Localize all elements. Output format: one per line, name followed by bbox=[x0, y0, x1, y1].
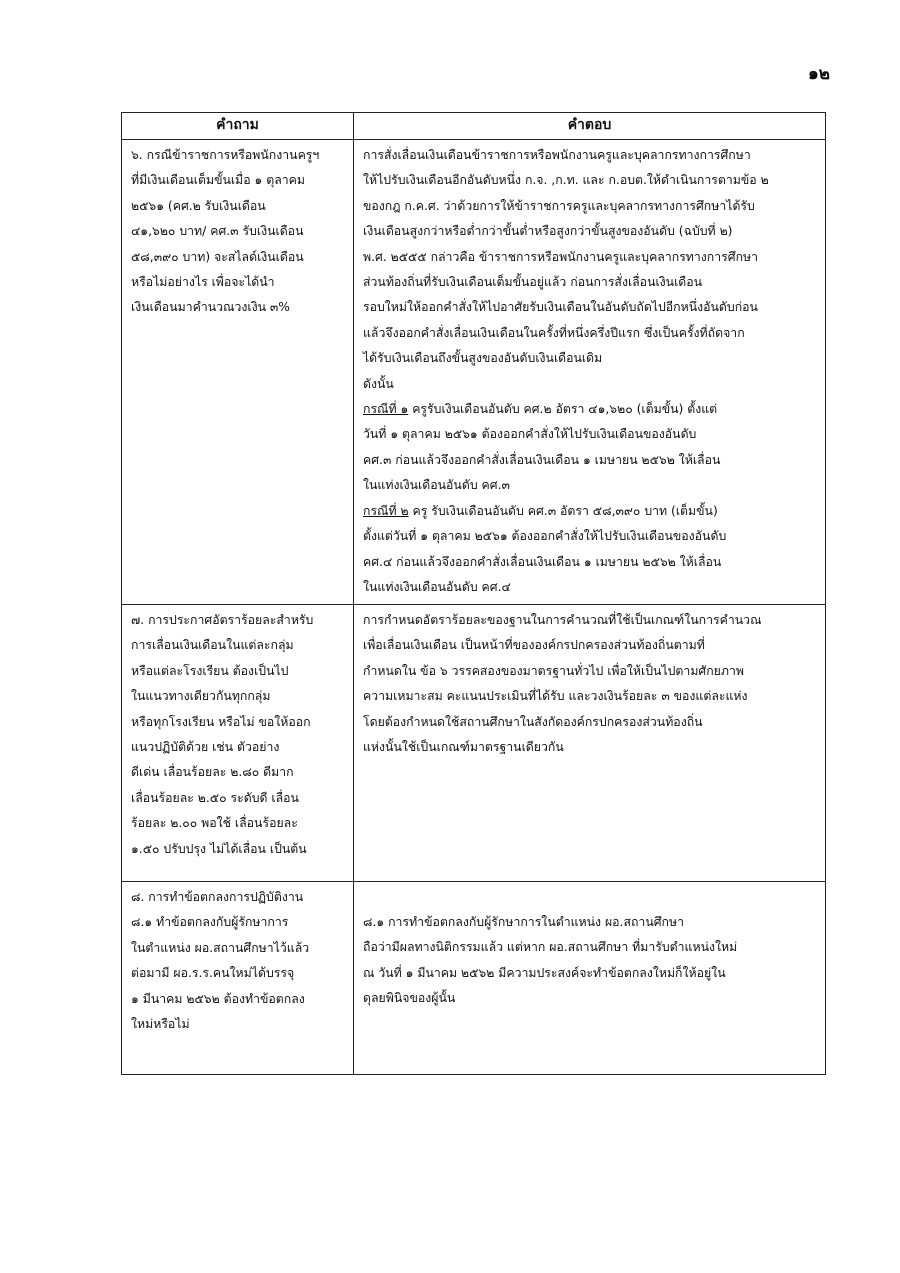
text-line: หรือไม่อย่างไร เพื่อจะได้นำ bbox=[131, 275, 275, 290]
question-cell bbox=[122, 140, 354, 605]
text-line: ๗. การประกาศอัตราร้อยละสำหรับ bbox=[131, 613, 314, 627]
header-question: คำถาม bbox=[122, 113, 354, 140]
text-line: วันที่ ๑ ตุลาคม ๒๕๖๑ ต้องออกคำสั่งให้ไปรับเงินเดือนของอันดับ bbox=[363, 427, 697, 442]
text-line: หรือแต่ละโรงเรียน ต้องเป็นไป bbox=[131, 663, 289, 678]
text-line: ของกฎ ก.ค.ศ. ว่าด้วยการให้ข้าราชการครูและบุคลากรทางการศึกษาได้รับ bbox=[363, 198, 755, 213]
text-line: ที่มีเงินเดือนเต็มขั้นเมื่อ ๑ ตุลาคม bbox=[131, 173, 305, 188]
text-line: ถือว่ามีผลทางนิติกรรมแล้ว แต่หาก ผอ.สถานศึกษา ที่มารับตำแหน่งใหม่ bbox=[363, 940, 738, 955]
text-line: ดีเด่น เลื่อนร้อยละ ๒.๘๐ ดีมาก bbox=[131, 765, 294, 780]
page-number: ๑๒ bbox=[808, 64, 830, 84]
text-line: กำหนดใน ข้อ ๖ วรรคสองของมาตรฐานทั่วไป เพื่อให้เป็นไปตามศักยภาพ bbox=[363, 663, 744, 678]
spacer bbox=[363, 885, 819, 910]
text-line: ในแนวทางเดียวกันทุกกลุ่ม bbox=[131, 689, 271, 704]
text-line: ดุลยพินิจของผู้นั้น bbox=[363, 991, 456, 1006]
answer-cell bbox=[354, 140, 826, 605]
answer-cell bbox=[354, 882, 826, 1075]
case-2-label: กรณีที่ ๒ bbox=[363, 503, 409, 518]
text-line: ความเหมาะสม คะแนนประเมินที่ได้รับ และวงเงินร้อยละ ๓ ของแต่ละแห่ง bbox=[363, 689, 748, 704]
text-line: ๘. การทำข้อตกลงการปฏิบัติงาน bbox=[131, 890, 304, 904]
text-line: การสั่งเลื่อนเงินเดือนข้าราชการหรือพนักงานครูและบุคลากรทางการศึกษา bbox=[363, 148, 751, 162]
text-line: ในแท่งเงินเดือนอันดับ คศ.๓ bbox=[363, 478, 510, 493]
text-line: ในแท่งเงินเดือนอันดับ คศ.๔ bbox=[363, 579, 511, 594]
case-1-line bbox=[363, 397, 819, 422]
text-line: ๘.๑ ทำข้อตกลงกับผู้รักษาการ bbox=[131, 915, 289, 930]
text-line: ๒๕๖๑ (คศ.๒ รับเงินเดือน bbox=[131, 198, 266, 213]
text-line: แห่งนั้นใช้เป็นเกณฑ์มาตรฐานเดียวกัน bbox=[363, 740, 564, 755]
text-line: แนวปฏิบัติด้วย เช่น ตัวอย่าง bbox=[131, 740, 280, 755]
table-row bbox=[122, 605, 826, 882]
case-1-text: ครูรับเงินเดือนอันดับ คศ.๒ อัตรา ๔๑,๖๒๐ (เต็มขั้น) ตั้งแต่ bbox=[412, 402, 718, 417]
text-line: โดยต้องกำหนดใช้สถานศึกษาในสังกัดองค์กรปกครองส่วนท้องถิ่น bbox=[363, 714, 703, 729]
text-line: ต่อมามี ผอ.ร.ร.คนใหม่ได้บรรจุ bbox=[131, 966, 295, 981]
table-row bbox=[122, 140, 826, 605]
text-line: หรือทุกโรงเรียน หรือไม่ ขอให้ออก bbox=[131, 714, 311, 729]
text-line: คศ.๔ ก่อนแล้วจึงออกคำสั่งเลื่อนเงินเดือน ๑ เมษายน ๒๕๖๒ ให้เลื่อน bbox=[363, 554, 722, 569]
text-line: ณ วันที่ ๑ มีนาคม ๒๕๖๒ มีความประสงค์จะทำข้อตกลงใหม่ก็ให้อยู่ใน bbox=[363, 965, 726, 980]
question-cell bbox=[122, 882, 354, 1075]
text-line: ๘.๑ การทำข้อตกลงกับผู้รักษาการในตำแหน่ง ผอ.สถานศึกษา bbox=[363, 915, 684, 929]
case-1-label: กรณีที่ ๑ bbox=[363, 402, 409, 417]
text-line: เพื่อเลื่อนเงินเดือน เป็นหน้าที่ขององค์กรปกครองส่วนท้องถิ่นตามที่ bbox=[363, 638, 705, 653]
text-line: ๕๘,๓๙๐ บาท) จะสไลด์เงินเดือน bbox=[131, 249, 304, 264]
text-line: รอบใหม่ให้ออกคำสั่งให้ไปอาศัยรับเงินเดือนในอันดับถัดไปอีกหนึ่งอันดับก่อน bbox=[363, 300, 758, 315]
text-line: แล้วจึงออกคำสั่งเลื่อนเงินเดือนในครั้งที่หนึ่งครึ่งปีแรก ซึ่งเป็นครั้งที่ถัดจาก bbox=[363, 325, 745, 340]
text-line: ดังนั้น bbox=[363, 376, 394, 391]
text-line: ส่วนท้องถิ่นที่รับเงินเดือนเต็มขั้นอยู่แล้ว ก่อนการสั่งเลื่อนเงินเดือน bbox=[363, 275, 703, 290]
text-line: ในตำแหน่ง ผอ.สถานศึกษาไว้แล้ว bbox=[131, 940, 310, 955]
text-line: ได้รับเงินเดือนถึงขั้นสูงของอันดับเงินเดือนเดิม bbox=[363, 351, 603, 366]
text-line: เลื่อนร้อยละ ๒.๕๐ ระดับดี เลื่อน bbox=[131, 790, 299, 805]
text-line: ๑ มีนาคม ๒๕๖๒ ต้องทำข้อตกลง bbox=[131, 991, 305, 1006]
text-line: เงินเดือนสูงกว่าหรือต่ำกว่าขั้นต่ำหรือสูงกว่าขั้นสูงของอันดับ (ฉบับที่ ๒) bbox=[363, 224, 733, 239]
text-line: ร้อยละ ๒.๐๐ พอใช้ เลื่อนร้อยละ bbox=[131, 816, 298, 831]
text-line: การกำหนดอัตราร้อยละของฐานในการคำนวณที่ใช้เป็นเกณฑ์ในการคำนวณ bbox=[363, 613, 762, 627]
case-2-text: ครู รับเงินเดือนอันดับ คศ.๓ อัตรา ๕๘,๓๙๐ บาท (เต็มขั้น) bbox=[412, 503, 718, 518]
question-cell bbox=[122, 605, 354, 882]
text-line: เงินเดือนมาคำนวณวงเงิน ๓% bbox=[131, 300, 290, 315]
text-line: คศ.๓ ก่อนแล้วจึงออกคำสั่งเลื่อนเงินเดือน ๑ เมษายน ๒๕๖๒ ให้เลื่อน bbox=[363, 452, 721, 467]
text-line: พ.ศ. ๒๕๕๕ กล่าวคือ ข้าราชการหรือพนักงานครูและบุคลากรทางการศึกษา bbox=[363, 249, 759, 264]
text-line: การเลื่อนเงินเดือนในแต่ละกลุ่ม bbox=[131, 638, 294, 653]
text-line: ๔๑,๖๒๐ บาท/ คศ.๓ รับเงินเดือน bbox=[131, 224, 304, 239]
header-answer: คำตอบ bbox=[354, 113, 826, 140]
table-header-row bbox=[122, 113, 826, 140]
text-line: ตั้งแต่วันที่ ๑ ตุลาคม ๒๕๖๑ ต้องออกคำสั่งให้ไปรับเงินเดือนของอันดับ bbox=[363, 529, 727, 544]
text-line: ใหม่หรือไม่ bbox=[131, 1017, 190, 1032]
text-line: ๑.๕๐ ปรับปรุง ไม่ได้เลื่อน เป็นต้น bbox=[131, 841, 307, 856]
text-line: ๖. กรณีข้าราชการหรือพนักงานครูฯ bbox=[131, 148, 320, 162]
text-line: ให้ไปรับเงินเดือนอีกอันดับหนึ่ง ก.จ. ,ก.ท. และ ก.อบต.ให้ดำเนินการตามข้อ ๒ bbox=[363, 173, 769, 188]
qa-table bbox=[121, 112, 826, 1075]
answer-cell bbox=[354, 605, 826, 882]
case-2-line bbox=[363, 499, 819, 524]
table-row bbox=[122, 882, 826, 1075]
